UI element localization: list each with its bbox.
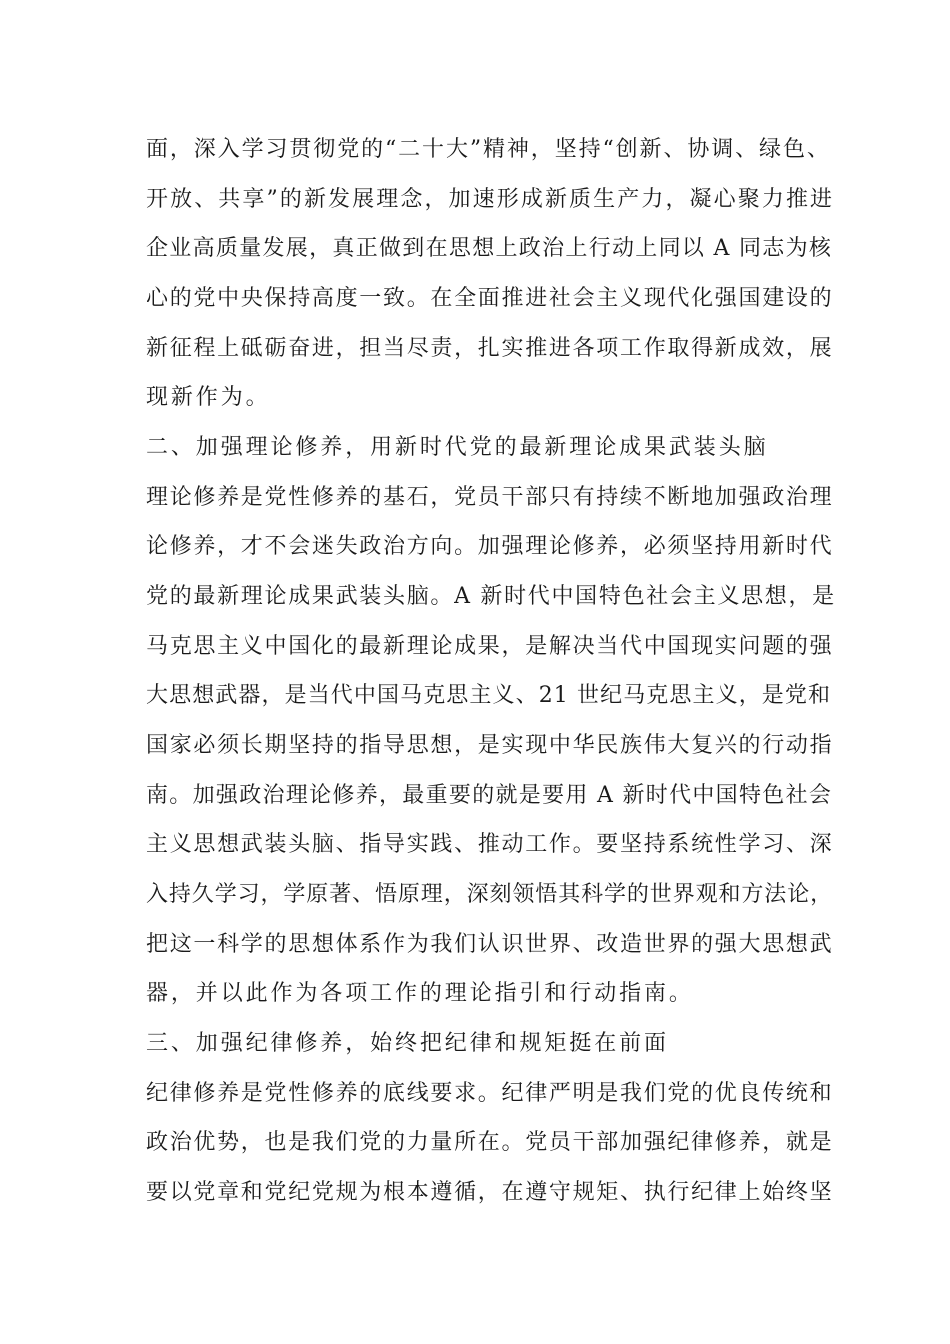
text-line: 面，深入学习贯彻党的“二十大”精神，坚持“创新、协调、绿色、 <box>146 137 831 162</box>
section-heading: 二、加强理论修养，用新时代党的最新理论成果武装头脑 <box>146 435 769 460</box>
text-line: 论修养，才不会迷失政治方向。加强理论修养，必须坚持用新时代 <box>146 534 834 559</box>
text-line: 主义思想武装头脑、指导实践、推动工作。要坚持系统性学习、深 <box>146 832 834 857</box>
text-line: 大思想武器，是当代中国马克思主义、21 世纪马克思主义，是党和 <box>146 683 832 708</box>
text-line: 政治优势，也是我们党的力量所在。党员干部加强纪律修养，就是 <box>146 1130 834 1155</box>
text-line: 新征程上砥砺奋进，担当尽责，扎实推进各项工作取得新成效，展 <box>146 336 834 361</box>
text-line: 现新作为。 <box>146 385 271 410</box>
text-line: 企业高质量发展，真正做到在思想上政治上行动上同以 A 同志为核 <box>146 236 833 261</box>
text-line: 国家必须长期坚持的指导思想，是实现中华民族伟大复兴的行动指 <box>146 733 834 758</box>
text-line: 把这一科学的思想体系作为我们认识世界、改造世界的强大思想武 <box>146 932 834 957</box>
text-line: 心的党中央保持高度一致。在全面推进社会主义现代化强国建设的 <box>146 286 834 311</box>
text-line: 纪律修养是党性修养的底线要求。纪律严明是我们党的优良传统和 <box>146 1081 834 1106</box>
text-line: 入持久学习，学原著、悟原理，深刻领悟其科学的世界观和方法论， <box>146 882 834 907</box>
text-line: 马克思主义中国化的最新理论成果，是解决当代中国现实问题的强 <box>146 634 834 659</box>
text-line: 理论修养是党性修养的基石，党员干部只有持续不断地加强政治理 <box>146 485 834 510</box>
text-line: 要以党章和党纪党规为根本遵循，在遵守规矩、执行纪律上始终坚 <box>146 1180 834 1205</box>
section-heading: 三、加强纪律修养，始终把纪律和规矩挺在前面 <box>146 1031 669 1056</box>
text-line: 党的最新理论成果武装头脑。A 新时代中国特色社会主义思想，是 <box>146 584 836 609</box>
text-line: 南。加强政治理论修养，最重要的就是要用 A 新时代中国特色社会 <box>146 783 833 808</box>
text-line: 开放、共享”的新发展理念，加速形成新质生产力，凝心聚力推进 <box>146 187 835 212</box>
text-line: 器，并以此作为各项工作的理论指引和行动指南。 <box>146 981 694 1006</box>
